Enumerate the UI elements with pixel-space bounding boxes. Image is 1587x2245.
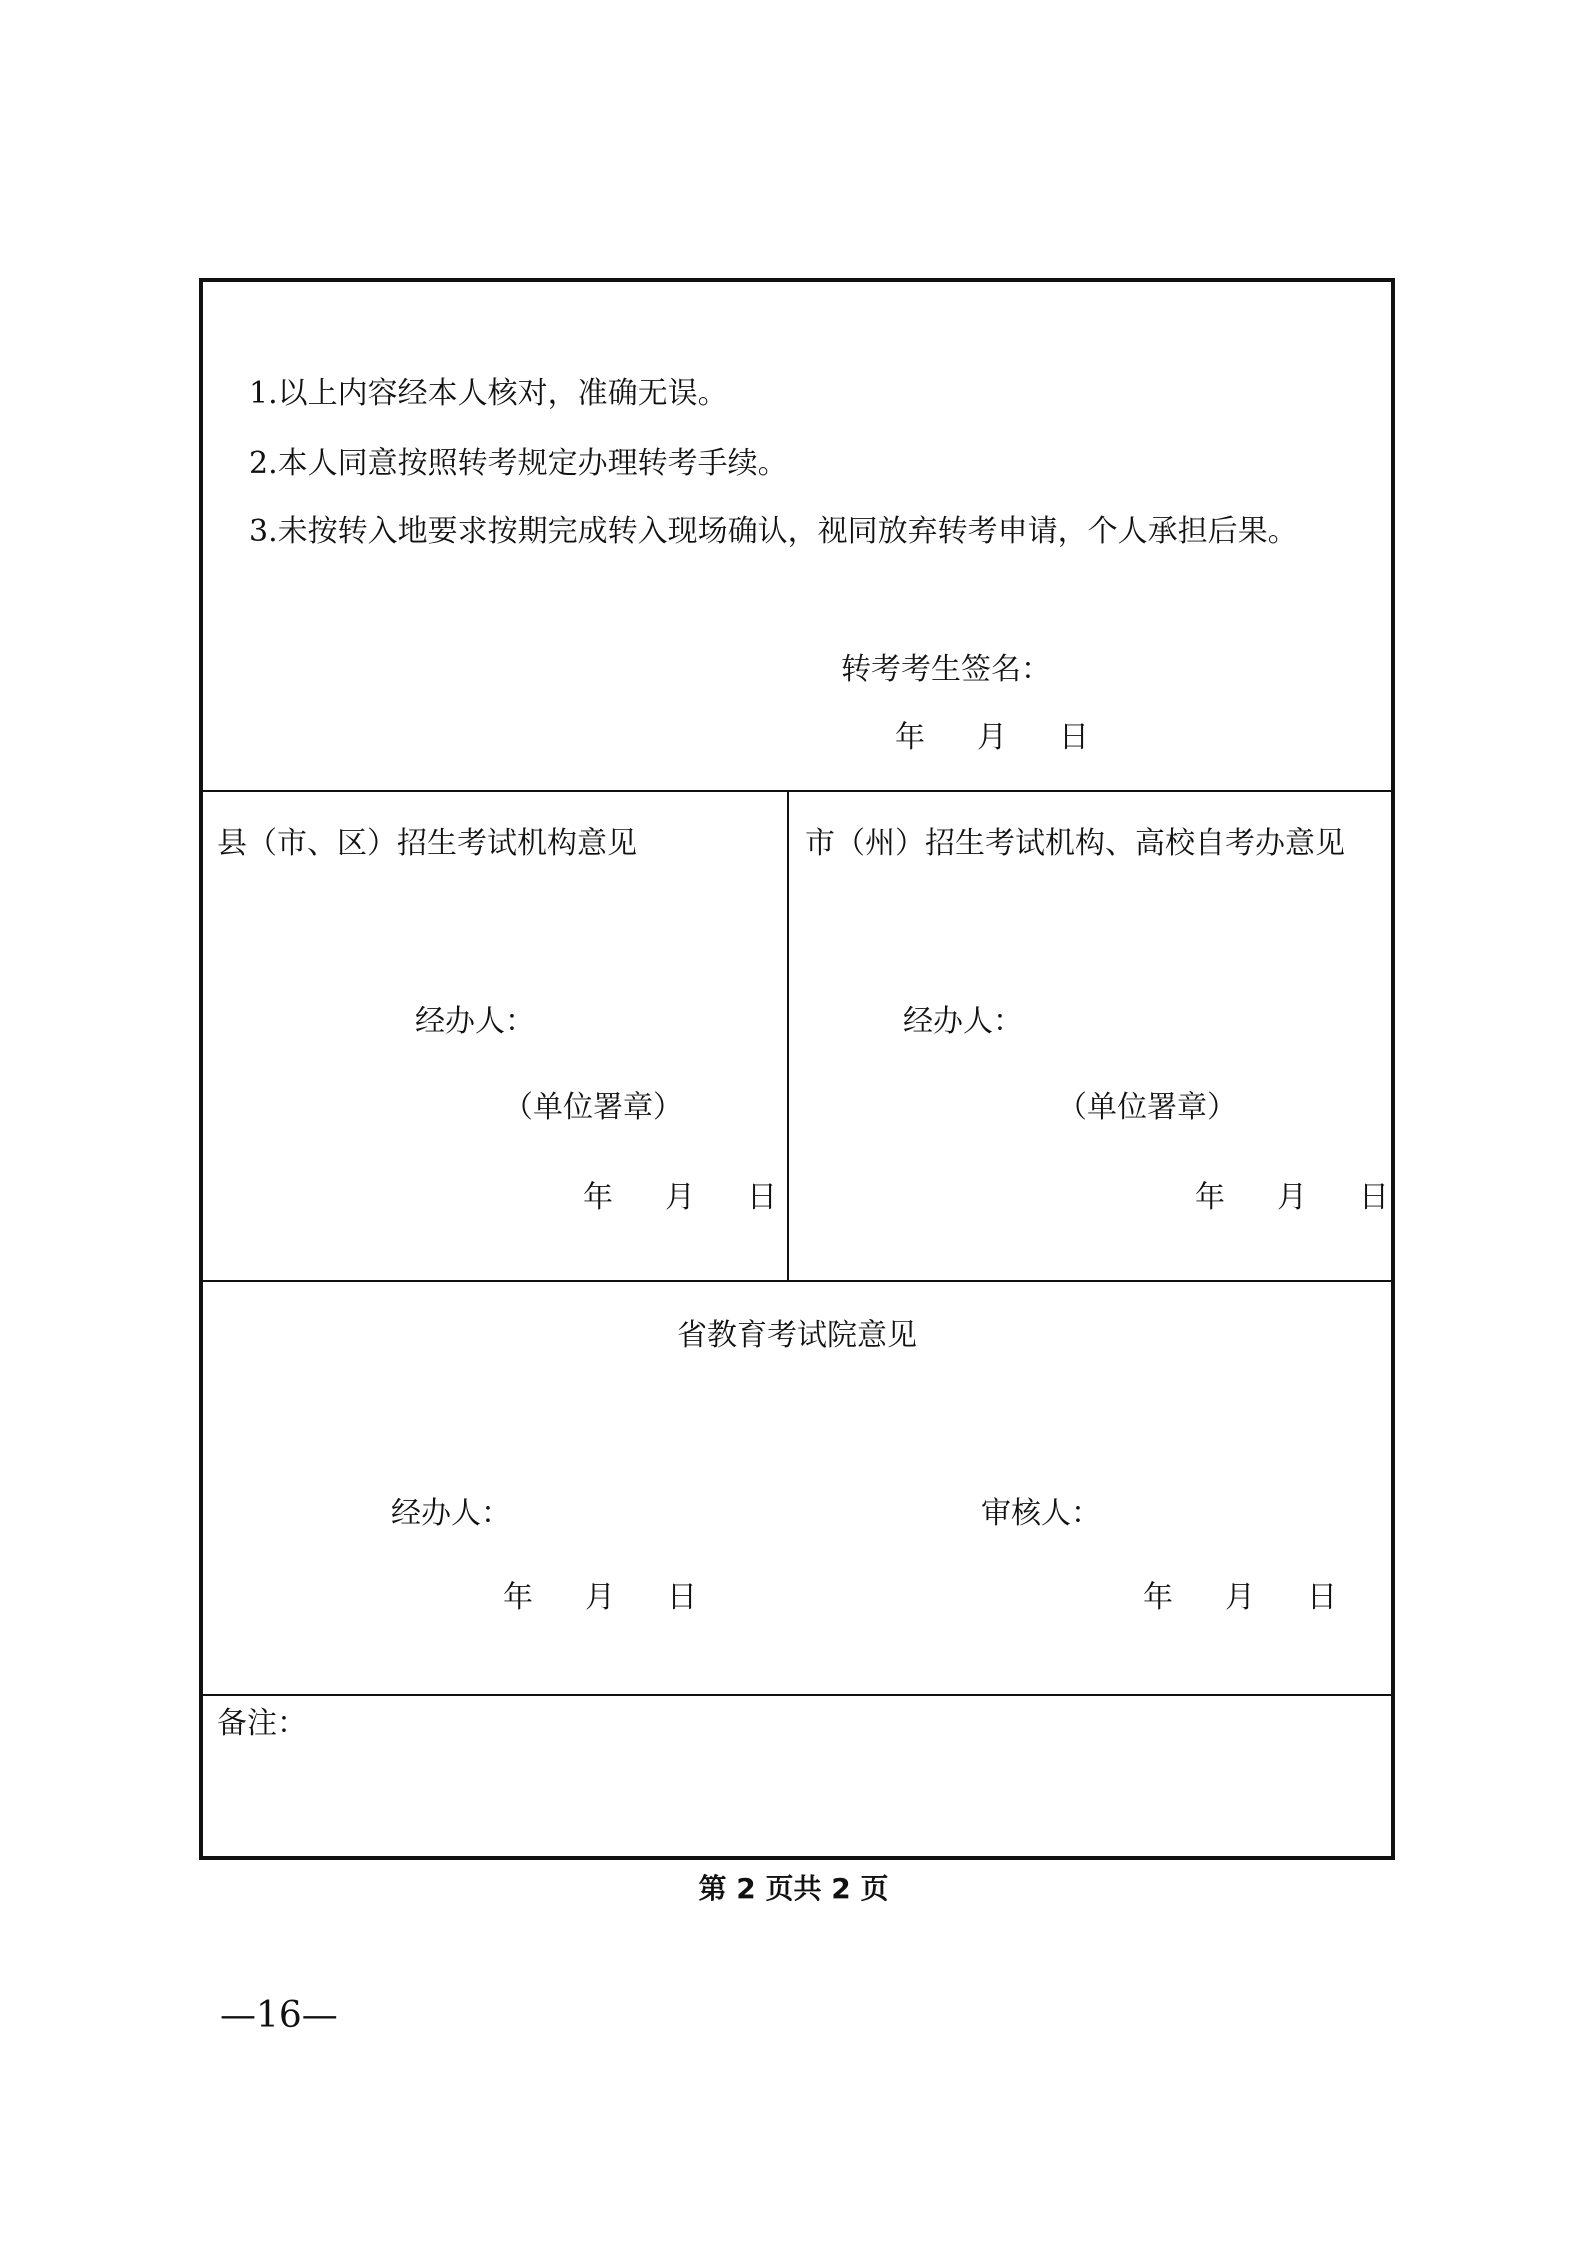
date-day: 日: [667, 1580, 697, 1615]
date-month: 月: [665, 1180, 695, 1215]
date-year: 年: [1143, 1580, 1173, 1615]
province-handler-date: [503, 1580, 697, 1616]
page-number: —16—: [220, 1995, 338, 2036]
date-day: 日: [1359, 1180, 1389, 1215]
divider-vertical: [787, 790, 789, 1280]
date-day: 日: [747, 1180, 777, 1215]
date-month: 月: [1277, 1180, 1307, 1215]
date-year: 年: [1195, 1180, 1225, 1215]
province-section-title: 省教育考试院意见: [677, 1318, 917, 1353]
county-handler-label: 经办人：: [415, 1004, 535, 1039]
province-handler-label: 经办人：: [391, 1496, 511, 1531]
date-year: 年: [503, 1580, 533, 1615]
county-date: [583, 1180, 777, 1216]
divider-province: [203, 1280, 1391, 1282]
date-month: 月: [585, 1580, 615, 1615]
transfer-exam-form: [199, 278, 1395, 1860]
date-year: 年: [583, 1180, 613, 1215]
date-day: 日: [1059, 720, 1089, 755]
divider-declaration: [203, 790, 1391, 792]
city-handler-label: 经办人：: [903, 1004, 1023, 1039]
divider-remarks: [203, 1694, 1391, 1696]
declaration-item-1: 1.以上内容经本人核对，准确无误。: [249, 376, 728, 411]
county-seal-label: （单位署章）: [503, 1090, 683, 1125]
date-month: 月: [977, 720, 1007, 755]
remarks-label: 备注：: [217, 1706, 307, 1741]
city-date: [1195, 1180, 1389, 1216]
city-section-title: 市（州）招生考试机构、高校自考办意见: [805, 826, 1345, 861]
county-section-title: 县（市、区）招生考试机构意见: [217, 826, 637, 861]
date-year: 年: [895, 720, 925, 755]
province-reviewer-date: [1143, 1580, 1337, 1616]
applicant-signature-label: 转考考生签名：: [841, 652, 1051, 687]
declaration-item-2: 2.本人同意按照转考规定办理转考手续。: [249, 446, 788, 481]
applicant-signature-date: [895, 720, 1089, 756]
page-indicator: 第 2 页共 2 页: [698, 1872, 889, 1905]
province-reviewer-label: 审核人：: [981, 1496, 1101, 1531]
date-month: 月: [1225, 1580, 1255, 1615]
declaration-item-3: 3.未按转入地要求按期完成转入现场确认，视同放弃转考申请，个人承担后果。: [249, 514, 1298, 549]
date-day: 日: [1307, 1580, 1337, 1615]
city-seal-label: （单位署章）: [1057, 1090, 1237, 1125]
